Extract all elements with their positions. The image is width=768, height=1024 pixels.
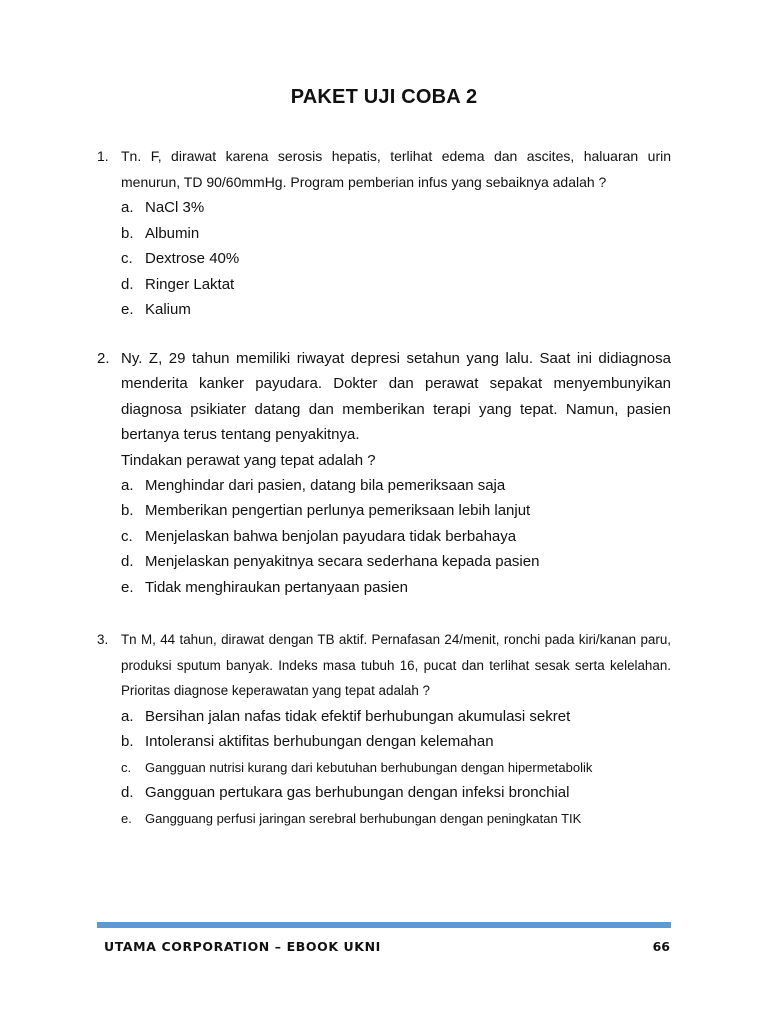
- page-title: PAKET UJI COBA 2: [290, 86, 478, 108]
- option-text: Intoleransi aktifitas berhubungan dengan kelemahan: [145, 733, 494, 750]
- question-body: [121, 346, 671, 600]
- option-letter: b.: [121, 733, 134, 750]
- option-text: Albumin: [145, 224, 200, 242]
- option-text: Dextrose 40%: [145, 250, 240, 267]
- question-2: [97, 346, 671, 600]
- answer-option-b: [121, 498, 671, 523]
- answer-option-c: [121, 755, 671, 781]
- option-text: Memberikan pengertian perlunya pemeriksaan lebih lanjut: [145, 502, 531, 520]
- option-text: Menjelaskan penyakitnya secara sederhana kepada pasien: [145, 553, 540, 571]
- footer-divider: [97, 922, 671, 928]
- answer-option-b: [121, 221, 671, 247]
- option-letter: c.: [121, 527, 133, 545]
- footer-title: UTAMA CORPORATION – EBOOK UKNI: [104, 939, 381, 954]
- answer-option-a: [121, 195, 671, 221]
- question-body: [121, 627, 671, 831]
- option-text: NaCl 3%: [145, 199, 205, 216]
- option-letter: d.: [121, 275, 134, 293]
- question-1: [97, 144, 671, 323]
- option-text: Ringer Laktat: [145, 275, 235, 293]
- question-prompt: Tindakan perawat yang tepat adalah ?: [121, 451, 376, 469]
- option-letter: c.: [121, 759, 132, 775]
- answer-option-e: [121, 806, 671, 832]
- answer-options: [121, 195, 671, 323]
- answer-option-a: [121, 704, 671, 730]
- question-body: [121, 144, 671, 323]
- option-text: Bersihan jalan nafas tidak efektif berhubungan akumulasi sekret: [145, 707, 571, 725]
- answer-option-a: [121, 473, 671, 498]
- option-text: Kalium: [145, 301, 191, 318]
- question-stem: Tn. F, dirawat karena serosis hepatis, terlihat edema dan ascites, haluaran urin menurun, TD 90/60mmHg. Program pemberian infus yang sebaiknya adalah ?: [121, 148, 671, 190]
- answer-option-b: [121, 729, 671, 755]
- question-stem: Tn M, 44 tahun, dirawat dengan TB aktif. Pernafasan 24/menit, ronchi pada kiri/kanan paru, produksi sputum banyak. Indeks masa tubuh 16, pucat dan terlihat sesak serta kelelahan. Prioritas diagnose keperawatan yang tepat adalah ?: [121, 632, 671, 698]
- answer-option-c: [121, 246, 671, 272]
- option-letter: a.: [121, 477, 134, 495]
- option-letter: c.: [121, 250, 133, 267]
- option-letter: b.: [121, 502, 134, 520]
- option-letter: a.: [121, 707, 134, 725]
- answer-option-d: [121, 549, 671, 574]
- option-text: Tidak menghiraukan pertanyaan pasien: [145, 578, 408, 596]
- option-letter: d.: [121, 784, 134, 801]
- answer-options: [121, 473, 671, 600]
- option-text: Gangguan pertukara gas berhubungan dengan infeksi bronchial: [145, 784, 570, 801]
- question-stem: Ny. Z, 29 tahun memiliki riwayat depresi setahun yang lalu. Saat ini didiagnosa menderita kanker payudara. Dokter dan perawat sepakat menyembunyikan diagnosa psikiater datang dan memberikan terapi yang tepat. Namun, pasien bertanya terus tentang penyakitnya.: [121, 350, 671, 444]
- question-number: 3.: [97, 632, 109, 647]
- option-text: Gangguang perfusi jaringan serebral berhubungan dengan peningkatan TIK: [145, 810, 582, 826]
- answer-option-e: [121, 575, 671, 600]
- question-number: 1.: [97, 148, 109, 164]
- option-letter: e.: [121, 301, 134, 318]
- option-letter: b.: [121, 224, 134, 242]
- option-text: Gangguan nutrisi kurang dari kebutuhan berhubungan dengan hipermetabolik: [145, 759, 593, 775]
- answer-options: [121, 704, 671, 832]
- option-letter: d.: [121, 553, 134, 571]
- option-letter: e.: [121, 578, 134, 596]
- answer-option-e: [121, 297, 671, 323]
- option-text: Menghindar dari pasien, datang bila pemeriksaan saja: [145, 477, 506, 495]
- question-3: [97, 627, 671, 831]
- answer-option-d: [121, 272, 671, 298]
- option-text: Menjelaskan bahwa benjolan payudara tidak berbahaya: [145, 527, 517, 545]
- option-letter: e.: [121, 810, 132, 826]
- option-letter: a.: [121, 199, 134, 216]
- answer-option-d: [121, 780, 671, 806]
- answer-option-c: [121, 524, 671, 549]
- page-number: 66: [652, 939, 670, 954]
- question-number: 2.: [97, 350, 110, 367]
